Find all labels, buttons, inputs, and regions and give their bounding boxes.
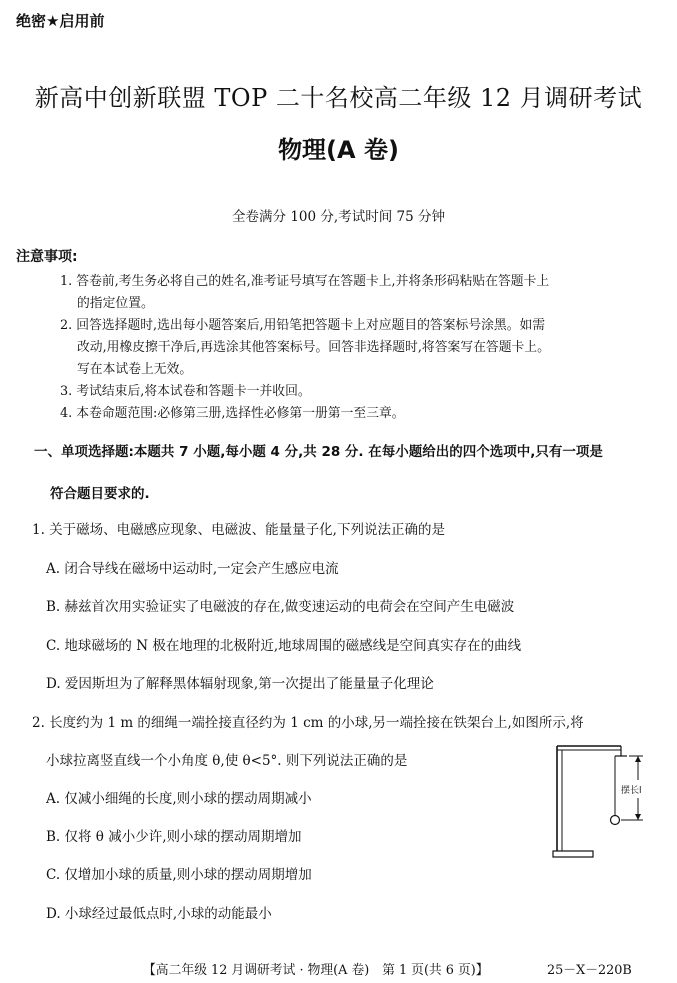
dim-arrow-up — [635, 756, 641, 762]
q2-option-a: A. 仅减小细绳的长度,则小球的摆动周期减小 — [46, 791, 312, 807]
q2-option-c: C. 仅增加小球的质量,则小球的摆动周期增加 — [46, 867, 312, 883]
notes-heading: 注意事项: — [16, 249, 78, 265]
q2-option-b: B. 仅将 θ 减小少许,则小球的摆动周期增加 — [46, 829, 302, 845]
q1-option-c: C. 地球磁场的 N 极在地理的北极附近,地球周围的磁感线是空间真实存在的曲线 — [46, 638, 522, 654]
q1-option-a: A. 闭合导线在磁场中运动时,一定会产生感应电流 — [46, 561, 339, 577]
footer-info: 【高二年级 12 月调研考试 · 物理(A 卷) 第 1 页(共 6 页)】 — [143, 963, 489, 978]
q2-option-d: D. 小球经过最低点时,小球的动能最小 — [46, 906, 272, 922]
note-line: 写在本试卷上无效。 — [77, 362, 193, 377]
subject-title: 物理(A 卷) — [278, 136, 399, 164]
question-1-stem: 1. 关于磁场、电磁感应现象、电磁波、能量量子化,下列说法正确的是 — [32, 522, 445, 538]
note-line: 4. 本卷命题范围:必修第三册,选择性必修第一册第一至三章。 — [60, 406, 405, 421]
question-2-stem-cont: 小球拉离竖直线一个小角度 θ,使 θ<5°. 则下列说法正确的是 — [46, 753, 408, 769]
q1-option-d: D. 爱因斯坦为了解释黑体辐射现象,第一次提出了能量量子化理论 — [46, 676, 434, 692]
length-label: 摆长l — [621, 786, 642, 796]
section-heading: 一、单项选择题:本题共 7 小题,每小题 4 分,共 28 分. 在每小题给出的四个选项中,只有一项是 — [34, 444, 603, 460]
confidential-label: 绝密★启用前 — [16, 12, 105, 30]
stand-base — [553, 851, 593, 857]
question-2-stem: 2. 长度约为 1 m 的细绳一端拴接直径约为 1 cm 的小球,另一端拴接在铁架台上,如图所示,将 — [32, 715, 584, 731]
score-and-time: 全卷满分 100 分,考试时间 75 分钟 — [232, 209, 445, 225]
note-line: 的指定位置。 — [77, 296, 154, 311]
pendulum-bob — [611, 816, 620, 825]
exam-title: 新高中创新联盟 TOP 二十名校高二年级 12 月调研考试 — [34, 84, 643, 112]
note-line: 改动,用橡皮擦干净后,再选涂其他答案标号。回答非选择题时,将答案写在答题卡上。 — [77, 340, 550, 355]
note-line: 1. 答卷前,考生务必将自己的姓名,准考证号填写在答题卡上,并将条形码粘贴在答题卡上 — [60, 274, 550, 289]
footer-code: 25－X－220B — [547, 963, 632, 978]
section-heading-cont: 符合题目要求的. — [50, 486, 150, 502]
note-line: 3. 考试结束后,将本试卷和答题卡一并收回。 — [60, 384, 311, 399]
note-line: 2. 回答选择题时,选出每小题答案后,用铅笔把答题卡上对应题目的答案标号涂黑。如需 — [60, 318, 546, 333]
dim-arrow-down — [635, 814, 641, 820]
q1-option-b: B. 赫兹首次用实验证实了电磁波的存在,做变速运动的电荷会在空间产生电磁波 — [46, 599, 515, 615]
pendulum-figure — [543, 740, 663, 860]
